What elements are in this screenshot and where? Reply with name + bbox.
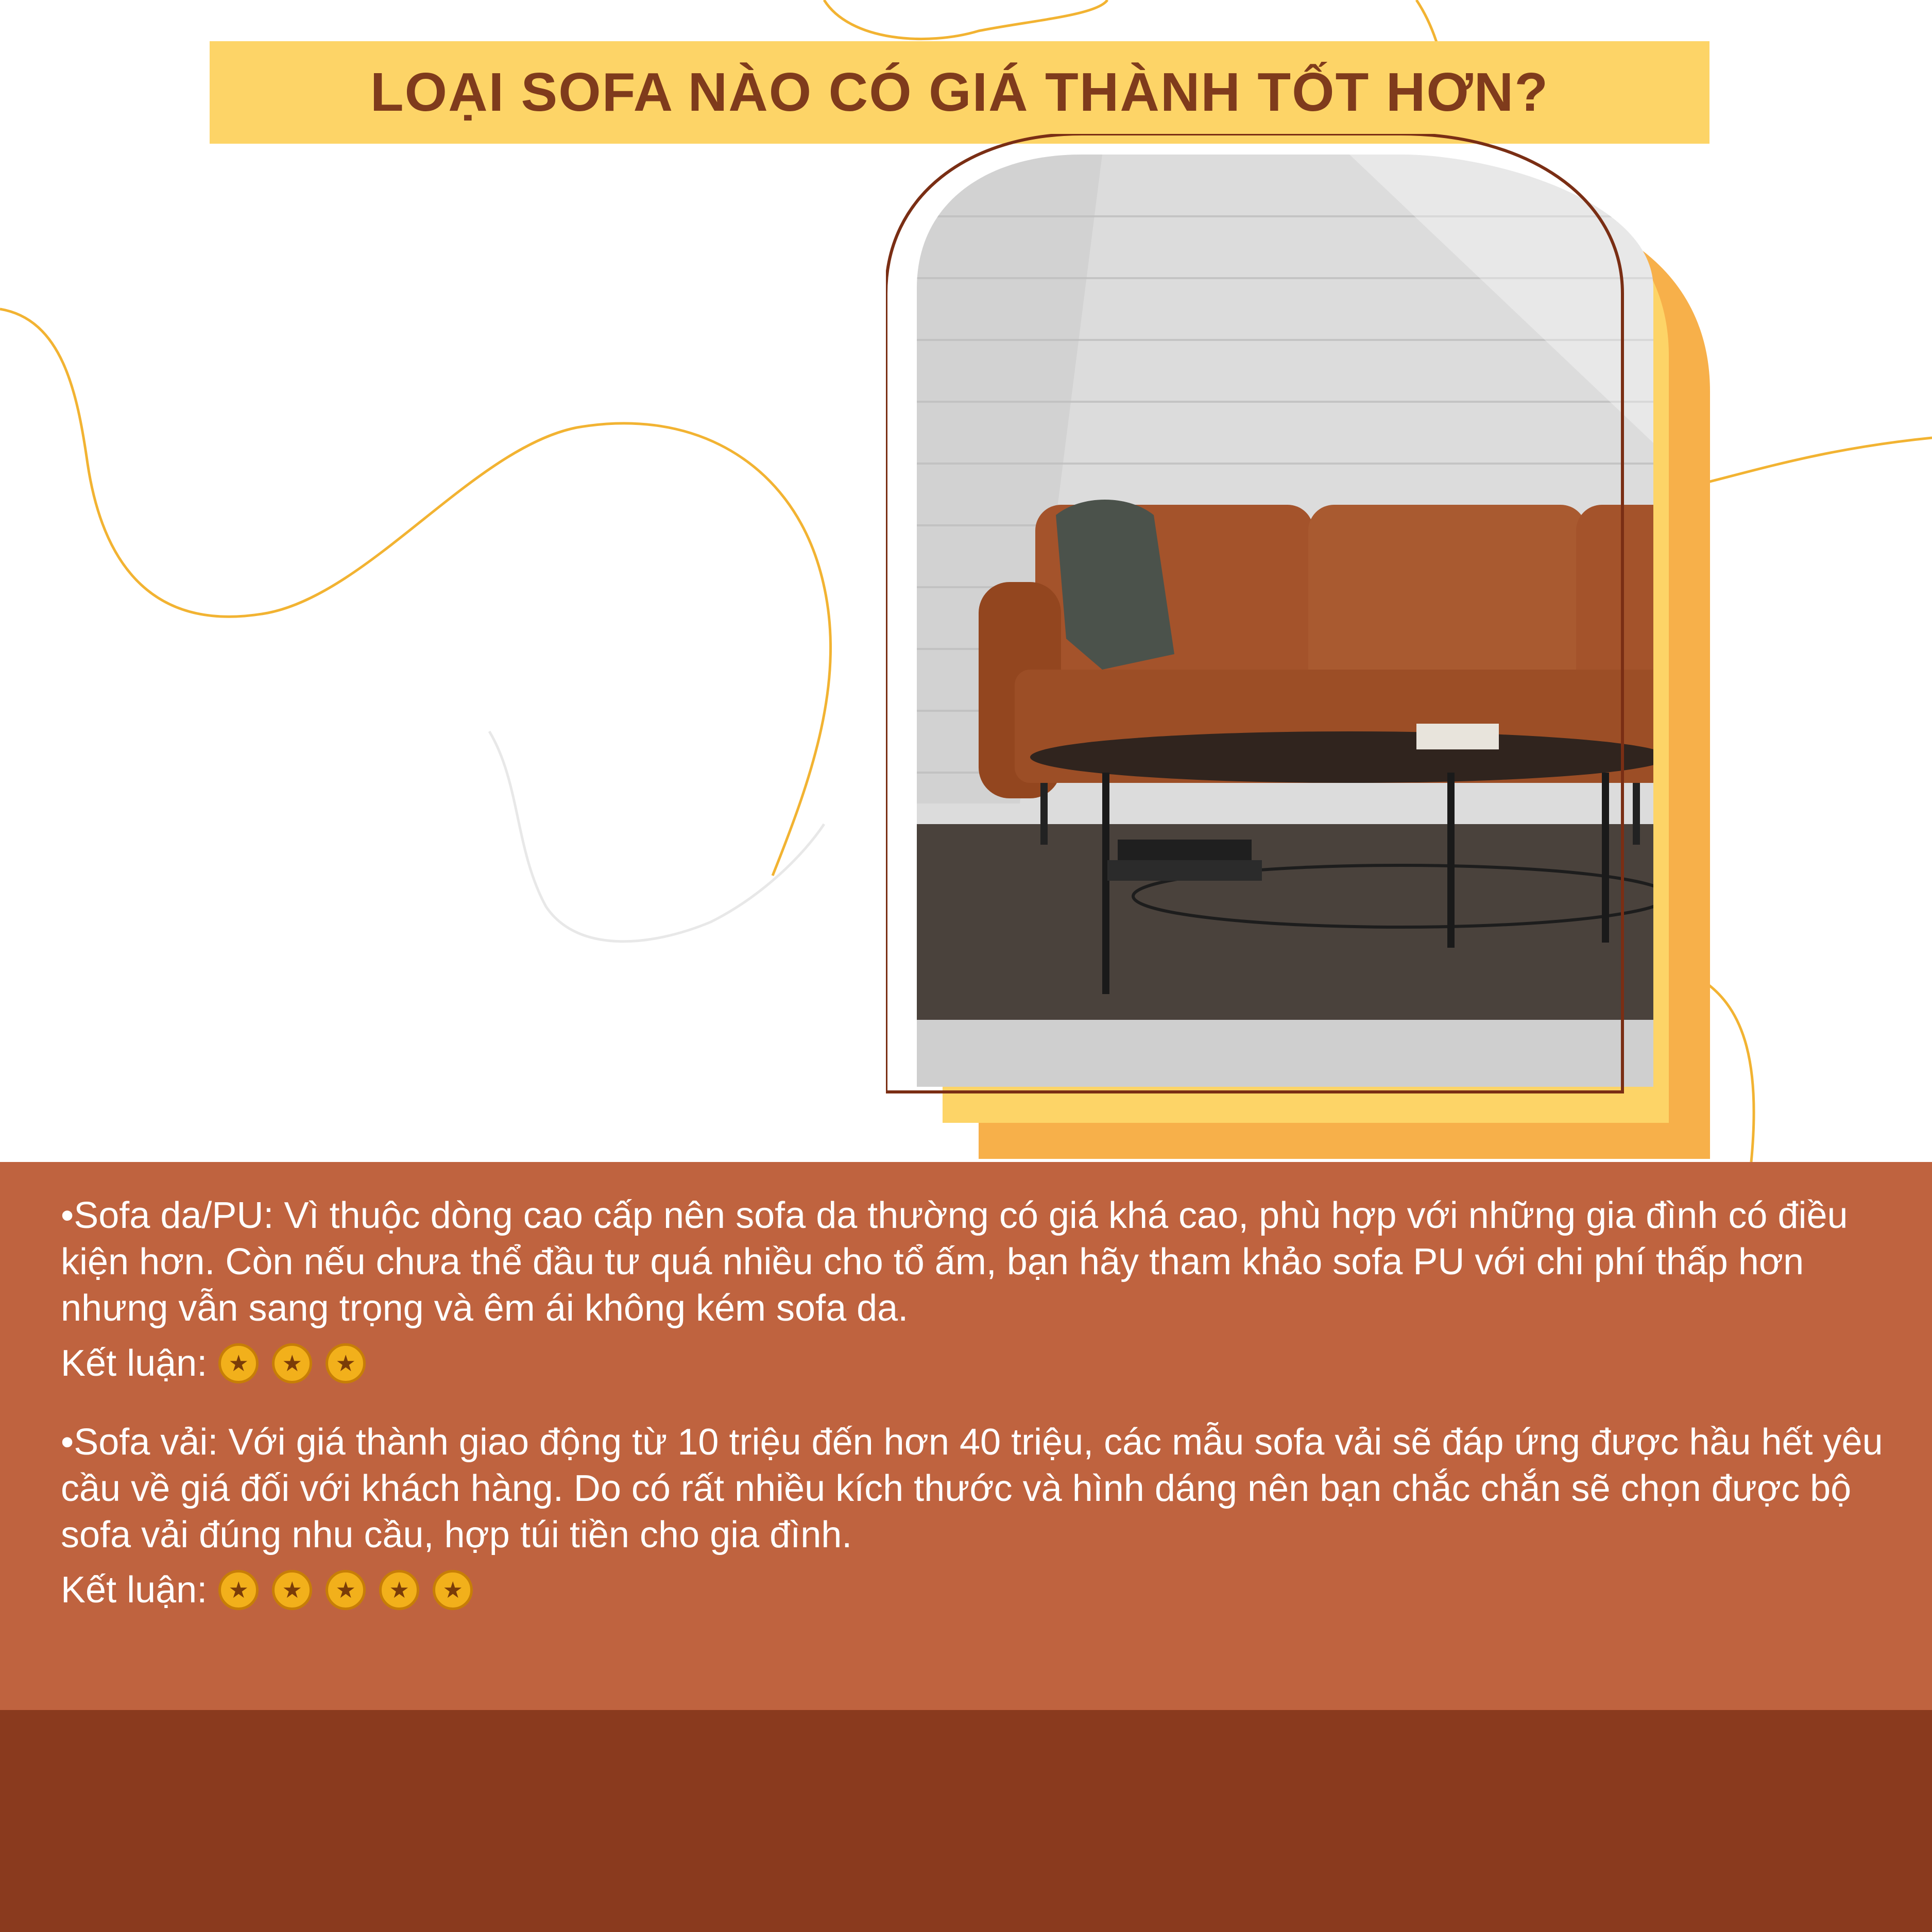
star-icon: ★ [272, 1570, 312, 1610]
sofa-photo-frame [886, 134, 1720, 1164]
sofa-photo [886, 134, 1720, 1164]
section-leather-rating [61, 1338, 1884, 1389]
star-icon: ★ [326, 1570, 366, 1610]
star-icon: ★ [272, 1343, 312, 1383]
star-icon: ★ [379, 1570, 419, 1610]
star-icon: ★ [218, 1343, 259, 1383]
star-rating [218, 1570, 486, 1610]
star-icon: ★ [433, 1570, 473, 1610]
rating-label: Kết luận: [61, 1569, 208, 1611]
title-banner [210, 41, 1709, 144]
section-fabric-rating [61, 1564, 1884, 1616]
star-rating [218, 1343, 379, 1383]
content [61, 1192, 1884, 1616]
page-title: LOẠI SOFA NÀO CÓ GIÁ THÀNH TỐT HƠN? [370, 62, 1549, 123]
bottom-band [0, 1710, 1932, 1932]
star-icon: ★ [218, 1570, 259, 1610]
section-leather-text: •Sofa da/PU: Vì thuộc dòng cao cấp nên sofa da thường có giá khá cao, phù hợp với những gia đình có điều kiện hơn. Còn nếu chưa thể đầu tư quá nhiều cho tổ ấm, bạn hãy tham khảo sofa PU với chi phí thấp hơn nhưng vẫn sang trọng và êm ái không kém sofa da. [61, 1195, 1848, 1329]
rating-label: Kết luận: [61, 1343, 208, 1384]
star-icon: ★ [326, 1343, 366, 1383]
section-fabric-text: •Sofa vải: Với giá thành giao động từ 10 triệu đến hơn 40 triệu, các mẫu sofa vải sẽ đáp ứng được hầu hết yêu cầu về giá đối với khách hàng. Do có rất nhiều kích thước và hình dáng nên bạn chắc chắn sẽ chọn được bộ sofa vải đúng nhu cầu, hợp túi tiền cho gia đình. [61, 1422, 1883, 1555]
